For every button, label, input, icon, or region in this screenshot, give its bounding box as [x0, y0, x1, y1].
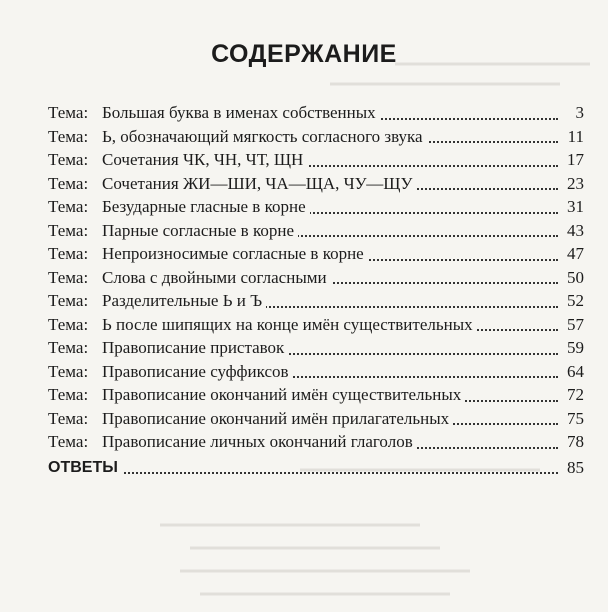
entry-title: Правописание приставок	[102, 336, 288, 360]
entry-title: Безударные гласные в корне	[102, 195, 310, 219]
page-number: 64	[560, 360, 584, 384]
topic-label: Тема:	[48, 408, 89, 428]
page-number: 75	[560, 407, 584, 431]
page-title: СОДЕРЖАНИЕ	[211, 40, 397, 68]
toc-entry[interactable]	[48, 313, 584, 337]
dot-leader	[48, 472, 558, 474]
entry-title: Ь, обозначающий мягкость согласного звука	[102, 125, 427, 149]
topic-label: Тема:	[48, 432, 89, 451]
page-number: 59	[560, 336, 584, 360]
entry-title: Ь после шипящих на конце имён существительных	[102, 313, 477, 337]
entry-title: Правописание окончаний имён существительных	[102, 383, 465, 407]
page-number: 72	[560, 383, 584, 407]
entry-title: Парные согласные в корне	[102, 219, 298, 243]
topic-label: Тема:	[48, 103, 89, 122]
topic-label: Тема:	[48, 385, 89, 404]
toc-list	[48, 101, 584, 479]
toc-entry[interactable]	[48, 336, 584, 360]
topic-label: Тема:	[48, 173, 89, 193]
topic-label: Тема:	[48, 314, 89, 334]
page-number: 43	[560, 219, 584, 243]
entry-title: Правописание окончаний имён прилагательных	[102, 407, 453, 431]
toc-entry[interactable]	[48, 125, 584, 149]
topic-label: Тема:	[48, 267, 89, 287]
toc-entry[interactable]	[48, 430, 584, 454]
entry-title: Разделительные Ь и Ъ	[102, 289, 266, 313]
page-number: 78	[560, 430, 584, 454]
toc-entry[interactable]	[48, 407, 584, 431]
page-number: 17	[560, 148, 584, 172]
toc-entry[interactable]	[48, 266, 584, 290]
toc-entry[interactable]	[48, 101, 584, 125]
page-number: 57	[560, 313, 584, 337]
page-number: 85	[560, 456, 584, 480]
page-number: 52	[560, 289, 584, 313]
toc-entry[interactable]	[48, 219, 584, 243]
toc-entry[interactable]	[48, 360, 584, 384]
toc-entry[interactable]	[48, 172, 584, 196]
toc-entry[interactable]	[48, 148, 584, 172]
entry-title: Большая буква в именах собственных	[102, 101, 380, 125]
entry-title: Сочетания ЧК, ЧН, ЧТ, ЩН	[102, 148, 307, 172]
topic-label: Тема:	[48, 291, 89, 310]
topic-label: Тема:	[48, 126, 89, 146]
answers-title: ОТВЕТЫ	[48, 456, 122, 480]
page-number: 23	[560, 172, 584, 196]
entry-title: Сочетания ЖИ—ШИ, ЧА—ЩА, ЧУ—ЩУ	[102, 172, 416, 196]
page-number: 50	[560, 266, 584, 290]
entry-title: Слова с двойными согласными	[102, 266, 331, 290]
toc-entry[interactable]	[48, 195, 584, 219]
page-number: 47	[560, 242, 584, 266]
page-number: 11	[560, 125, 584, 149]
entry-title: Правописание суффиксов	[102, 360, 293, 384]
topic-label: Тема:	[48, 220, 89, 240]
entry-title: Правописание личных окончаний глаголов	[102, 430, 417, 454]
toc-entry[interactable]	[48, 242, 584, 266]
topic-label: Тема:	[48, 150, 89, 169]
toc-entry-answers[interactable]	[48, 456, 584, 480]
topic-label: Тема:	[48, 244, 89, 263]
entry-title: Непроизносимые согласные в корне	[102, 242, 368, 266]
page-number: 3	[560, 101, 584, 125]
topic-label: Тема:	[48, 361, 89, 381]
toc-entry[interactable]	[48, 289, 584, 313]
topic-label: Тема:	[48, 197, 89, 216]
page-number: 31	[560, 195, 584, 219]
topic-label: Тема:	[48, 338, 89, 357]
toc-entry[interactable]	[48, 383, 584, 407]
